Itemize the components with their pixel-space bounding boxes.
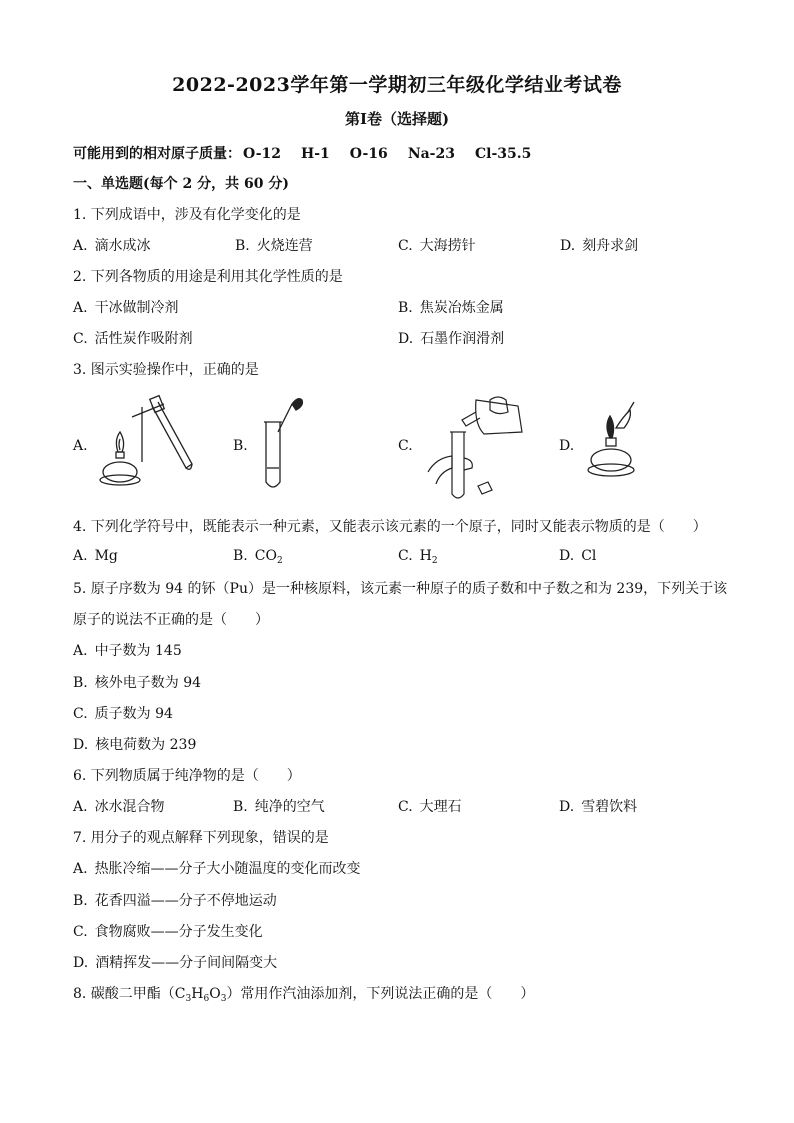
- option-1d[interactable]: [560, 235, 638, 255]
- option-label: A.: [73, 548, 88, 564]
- pouring-liquid-icon: [418, 392, 528, 506]
- question-8-stem: [73, 983, 534, 1004]
- option-text: Cl: [581, 548, 597, 564]
- subscript: 2: [431, 556, 438, 566]
- formula-part: H: [191, 986, 204, 1002]
- part-title: 第Ⅰ卷（选择题): [344, 110, 450, 128]
- option-label: D.: [73, 955, 89, 971]
- option-label: C.: [73, 924, 88, 940]
- option-6b[interactable]: [233, 796, 325, 816]
- atomic-mass: H-1: [301, 146, 330, 162]
- figure-a-label[interactable]: A.: [73, 438, 88, 454]
- question-6-stem: 6. 下列物质属于纯净物的是（ ）: [73, 768, 301, 784]
- stem-text: ）常用作汽油添加剂，下列说法正确的是（ ）: [226, 986, 535, 1002]
- option-label: D.: [398, 331, 414, 347]
- option-text: H: [419, 548, 432, 564]
- option-5b[interactable]: [73, 672, 201, 692]
- option-text: 滴水成冰: [94, 238, 151, 254]
- option-6a[interactable]: [73, 796, 165, 816]
- option-5d[interactable]: [73, 734, 196, 754]
- option-text: 大理石: [419, 799, 462, 815]
- option-text: 干冰做制冷剂: [94, 300, 179, 316]
- atomic-mass: Cl-35.5: [474, 146, 532, 162]
- option-label: C.: [73, 706, 88, 722]
- option-label: A.: [73, 643, 88, 659]
- atomic-mass: O-16: [349, 146, 388, 162]
- option-4d[interactable]: [559, 548, 596, 564]
- option-text: 冰水混合物: [94, 799, 165, 815]
- atomic-mass: O-12: [243, 146, 282, 162]
- figure-c-label[interactable]: C.: [398, 438, 413, 454]
- question-7-stem: 7. 用分子的观点解释下列现象，错误的是: [73, 830, 329, 846]
- option-label: B.: [233, 548, 248, 564]
- option-label: B.: [398, 300, 413, 316]
- option-7d[interactable]: [73, 952, 277, 972]
- subscript: 3: [185, 994, 192, 1004]
- question-5-stem: 5. 原子序数为 94 的钚（Pu）是一种核原料，该元素一种原子的质子数和中子数之和为 239，下列关于该: [73, 581, 728, 597]
- option-label: A.: [73, 300, 88, 316]
- stem-text: 8. 碳酸二甲酯（C: [73, 986, 186, 1002]
- option-label: B.: [235, 238, 250, 254]
- option-2b[interactable]: [398, 297, 504, 317]
- option-text: 刻舟求剑: [582, 238, 639, 254]
- subscript: 6: [203, 994, 210, 1004]
- option-2d[interactable]: [398, 328, 504, 348]
- atomic-masses-label: 可能用到的相对原子质量：: [73, 146, 241, 162]
- option-text: 热胀冷缩——分子大小随温度的变化而改变: [94, 861, 361, 877]
- option-text: 酒精挥发——分子间间隔变大: [95, 955, 278, 971]
- formula-part: O: [209, 986, 221, 1002]
- option-label: A.: [73, 238, 88, 254]
- option-text: 食物腐败——分子发生变化: [94, 924, 263, 940]
- option-text: 花香四溢——分子不停地运动: [94, 893, 277, 909]
- option-1c[interactable]: [398, 235, 476, 255]
- heating-test-tube-icon: [92, 392, 202, 496]
- figure-b-label[interactable]: B.: [233, 438, 248, 454]
- option-text: 核外电子数为 94: [94, 675, 202, 691]
- atomic-masses-line: [73, 143, 544, 163]
- question-2-stem: 2. 下列各物质的用途是利用其化学性质的是: [73, 269, 343, 285]
- section-heading: 一、单选题(每个 2 分，共 60 分): [73, 176, 289, 192]
- question-3-stem: 3. 图示实验操作中，正确的是: [73, 362, 259, 378]
- dropper-test-tube-icon: [258, 392, 308, 496]
- option-6d[interactable]: [559, 796, 637, 816]
- subscript: 2: [276, 556, 283, 566]
- option-label: C.: [398, 548, 413, 564]
- option-label: C.: [73, 331, 88, 347]
- atomic-mass: Na-23: [407, 146, 455, 162]
- option-2a[interactable]: [73, 297, 179, 317]
- option-text: CO: [254, 548, 277, 564]
- option-text: 火烧连营: [256, 238, 313, 254]
- question-4-stem: 4. 下列化学符号中，既能表示一种元素，又能表示该元素的一个原子，同时又能表示物质的是（ ）: [73, 519, 707, 535]
- option-5c[interactable]: [73, 703, 173, 723]
- subscript: 3: [220, 994, 227, 1004]
- exam-title: 2022-2023学年第一学期初三年级化学结业考试卷: [172, 74, 622, 96]
- option-4a[interactable]: [73, 548, 118, 564]
- option-text: 大海捞针: [419, 238, 476, 254]
- option-5a[interactable]: [73, 640, 182, 660]
- option-label: B.: [233, 799, 248, 815]
- option-1b[interactable]: [235, 235, 313, 255]
- lamp-lighting-icon: [580, 398, 640, 492]
- option-label: D.: [560, 238, 576, 254]
- option-7a[interactable]: [73, 858, 361, 878]
- option-4c[interactable]: [398, 548, 438, 566]
- option-label: C.: [398, 238, 413, 254]
- option-text: 雪碧饮料: [581, 799, 638, 815]
- option-text: 纯净的空气: [254, 799, 325, 815]
- option-2c[interactable]: [73, 328, 193, 348]
- option-label: D.: [559, 548, 575, 564]
- figure-d-label[interactable]: D.: [559, 438, 575, 454]
- option-text: Mg: [94, 548, 118, 564]
- option-label: A.: [73, 799, 88, 815]
- option-1a[interactable]: [73, 235, 151, 255]
- option-7b[interactable]: [73, 890, 277, 910]
- option-label: D.: [559, 799, 575, 815]
- option-label: A.: [73, 861, 88, 877]
- option-7c[interactable]: [73, 921, 263, 941]
- option-6c[interactable]: [398, 796, 462, 816]
- option-text: 中子数为 145: [94, 643, 182, 659]
- option-label: B.: [73, 675, 88, 691]
- option-label: B.: [73, 893, 88, 909]
- option-text: 核电荷数为 239: [95, 737, 197, 753]
- question-1-stem: 1. 下列成语中，涉及有化学变化的是: [73, 207, 301, 223]
- option-4b[interactable]: [233, 548, 283, 566]
- question-5-stem-cont: 原子的说法不正确的是（ ）: [73, 612, 269, 628]
- option-label: D.: [73, 737, 89, 753]
- option-text: 石墨作润滑剂: [420, 331, 505, 347]
- option-label: C.: [398, 799, 413, 815]
- option-text: 活性炭作吸附剂: [94, 331, 193, 347]
- option-text: 焦炭冶炼金属: [419, 300, 504, 316]
- option-text: 质子数为 94: [94, 706, 173, 722]
